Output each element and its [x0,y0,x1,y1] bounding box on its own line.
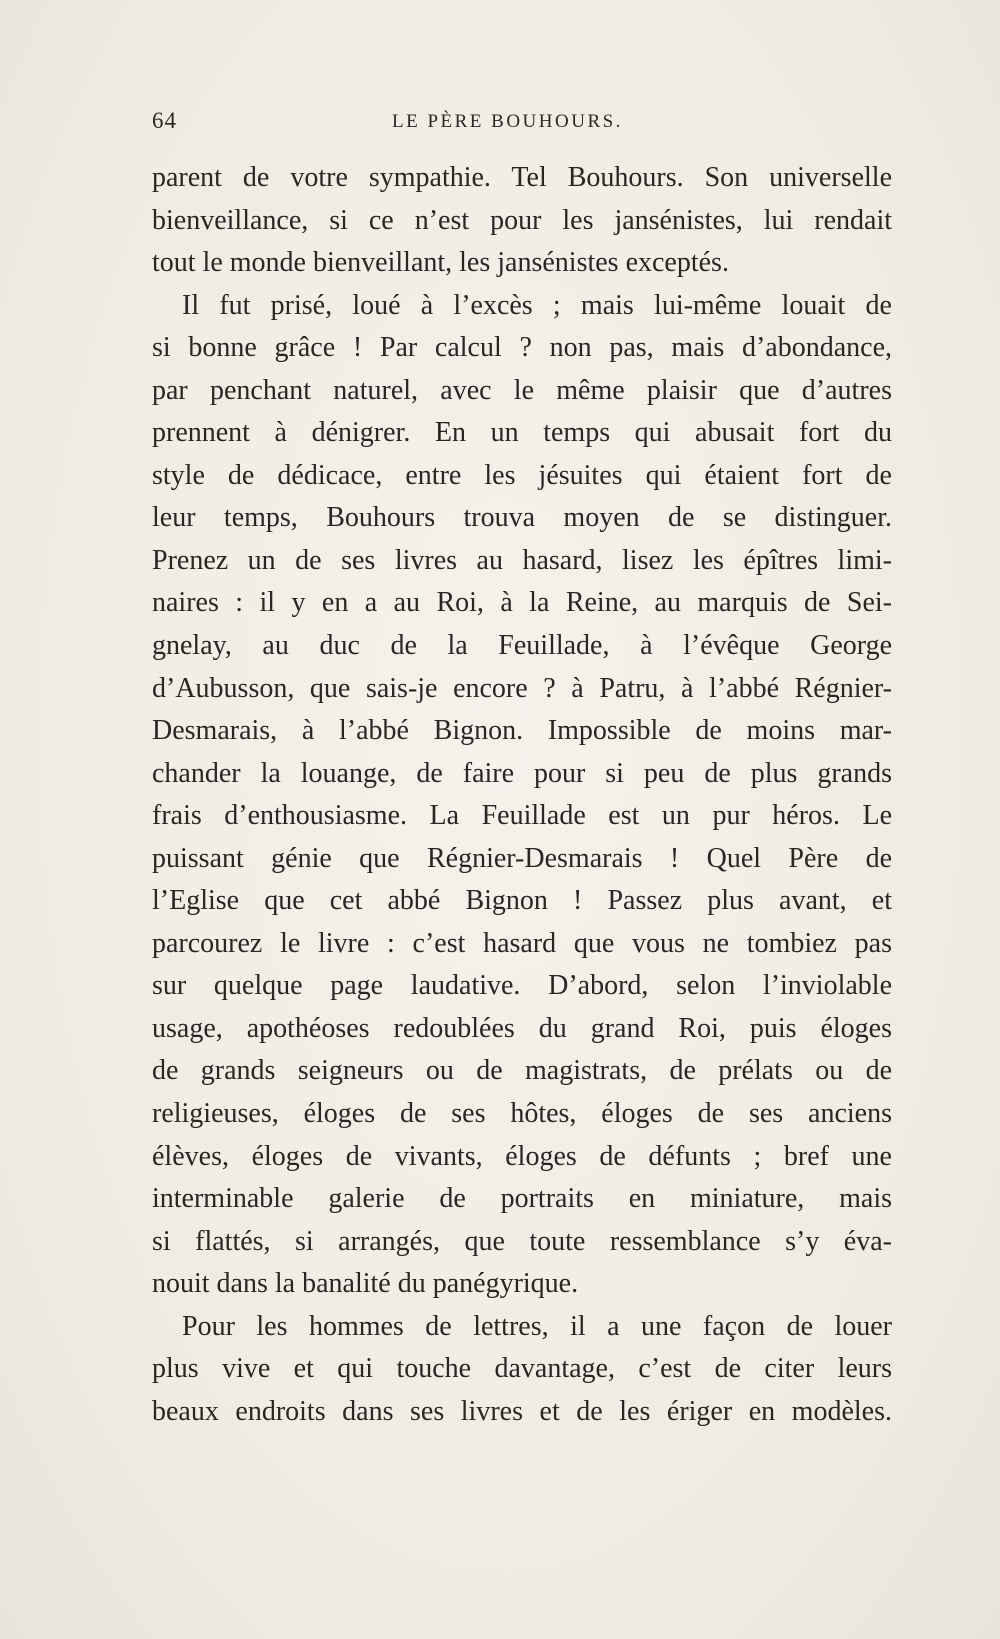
text-line: sur quelque page laudative. D’abord, selon l’inviolable [152,970,892,1002]
text-line: style de dédicace, entre les jésuites qui étaient fort de [152,459,892,491]
running-head [152,108,892,138]
text-line: élèves, éloges de vivants, éloges de défunts ; bref une [152,1140,892,1172]
body-text [152,157,892,1433]
page-number: 64 [152,108,177,133]
text-line: l’Eglise que cet abbé Bignon ! Passez plus avant, et [152,885,892,917]
text-line: si bonne grâce ! Par calcul ? non pas, mais d’abondance, [152,332,892,364]
text-line: plus vive et qui touche davantage, c’est de citer leurs [152,1353,892,1385]
text-line: leur temps, Bouhours trouva moyen de se distinguer. [152,502,892,534]
text-line: frais d’enthousiasme. La Feuillade est un pur héros. Le [152,800,892,832]
text-line: Desmarais, à l’abbé Bignon. Impossible de moins mar- [152,715,892,747]
text-line: par penchant naturel, avec le même plaisir que d’autres [152,374,892,406]
text-line: parent de votre sympathie. Tel Bouhours. Son universelle [152,162,892,193]
text-line: nouit dans la banalité du panégyrique. [152,1268,579,1300]
text-line: religieuses, éloges de ses hôtes, éloges de ses anciens [152,1098,892,1130]
text-line: interminable galerie de portraits en miniature, mais [152,1183,892,1215]
text-line: chander la louange, de faire pour si peu de plus grands [152,757,892,789]
text-line: d’Aubusson, que sais-je encore ? à Patru, à l’abbé Régnier- [152,672,892,704]
text-line: beaux endroits dans ses livres et de les ériger en modèles. [152,1395,892,1427]
text-line: Pour les hommes de lettres, il a une façon de louer [182,1310,892,1342]
text-line: de grands seigneurs ou de magistrats, de prélats ou de [152,1055,892,1087]
text-line: gnelay, au duc de la Feuillade, à l’évêque George [152,630,892,662]
text-line: puissant génie que Régnier-Desmarais ! Quel Père de [152,842,892,874]
text-line: usage, apothéoses redoublées du grand Roi, puis éloges [152,1012,892,1044]
text-line: parcourez le livre : c’est hasard que vous ne tombiez pas [152,927,892,959]
text-line: Il fut prisé, loué à l’excès ; mais lui-même louait de [182,289,892,321]
text-line: naires : il y en a au Roi, à la Reine, au marquis de Sei- [152,587,892,619]
text-line: tout le monde bienveillant, les jansénistes exceptés. [152,247,729,279]
text-line: si flattés, si arrangés, que toute ressemblance s’y éva- [152,1225,892,1257]
text-line: prennent à dénigrer. En un temps qui abusait fort du [152,417,892,449]
running-title: LE PÈRE BOUHOURS. [392,111,623,132]
text-line: Prenez un de ses livres au hasard, lisez les épîtres limi- [152,544,892,576]
text-line: bienveillance, si ce n’est pour les jansénistes, lui rendait [152,204,892,236]
